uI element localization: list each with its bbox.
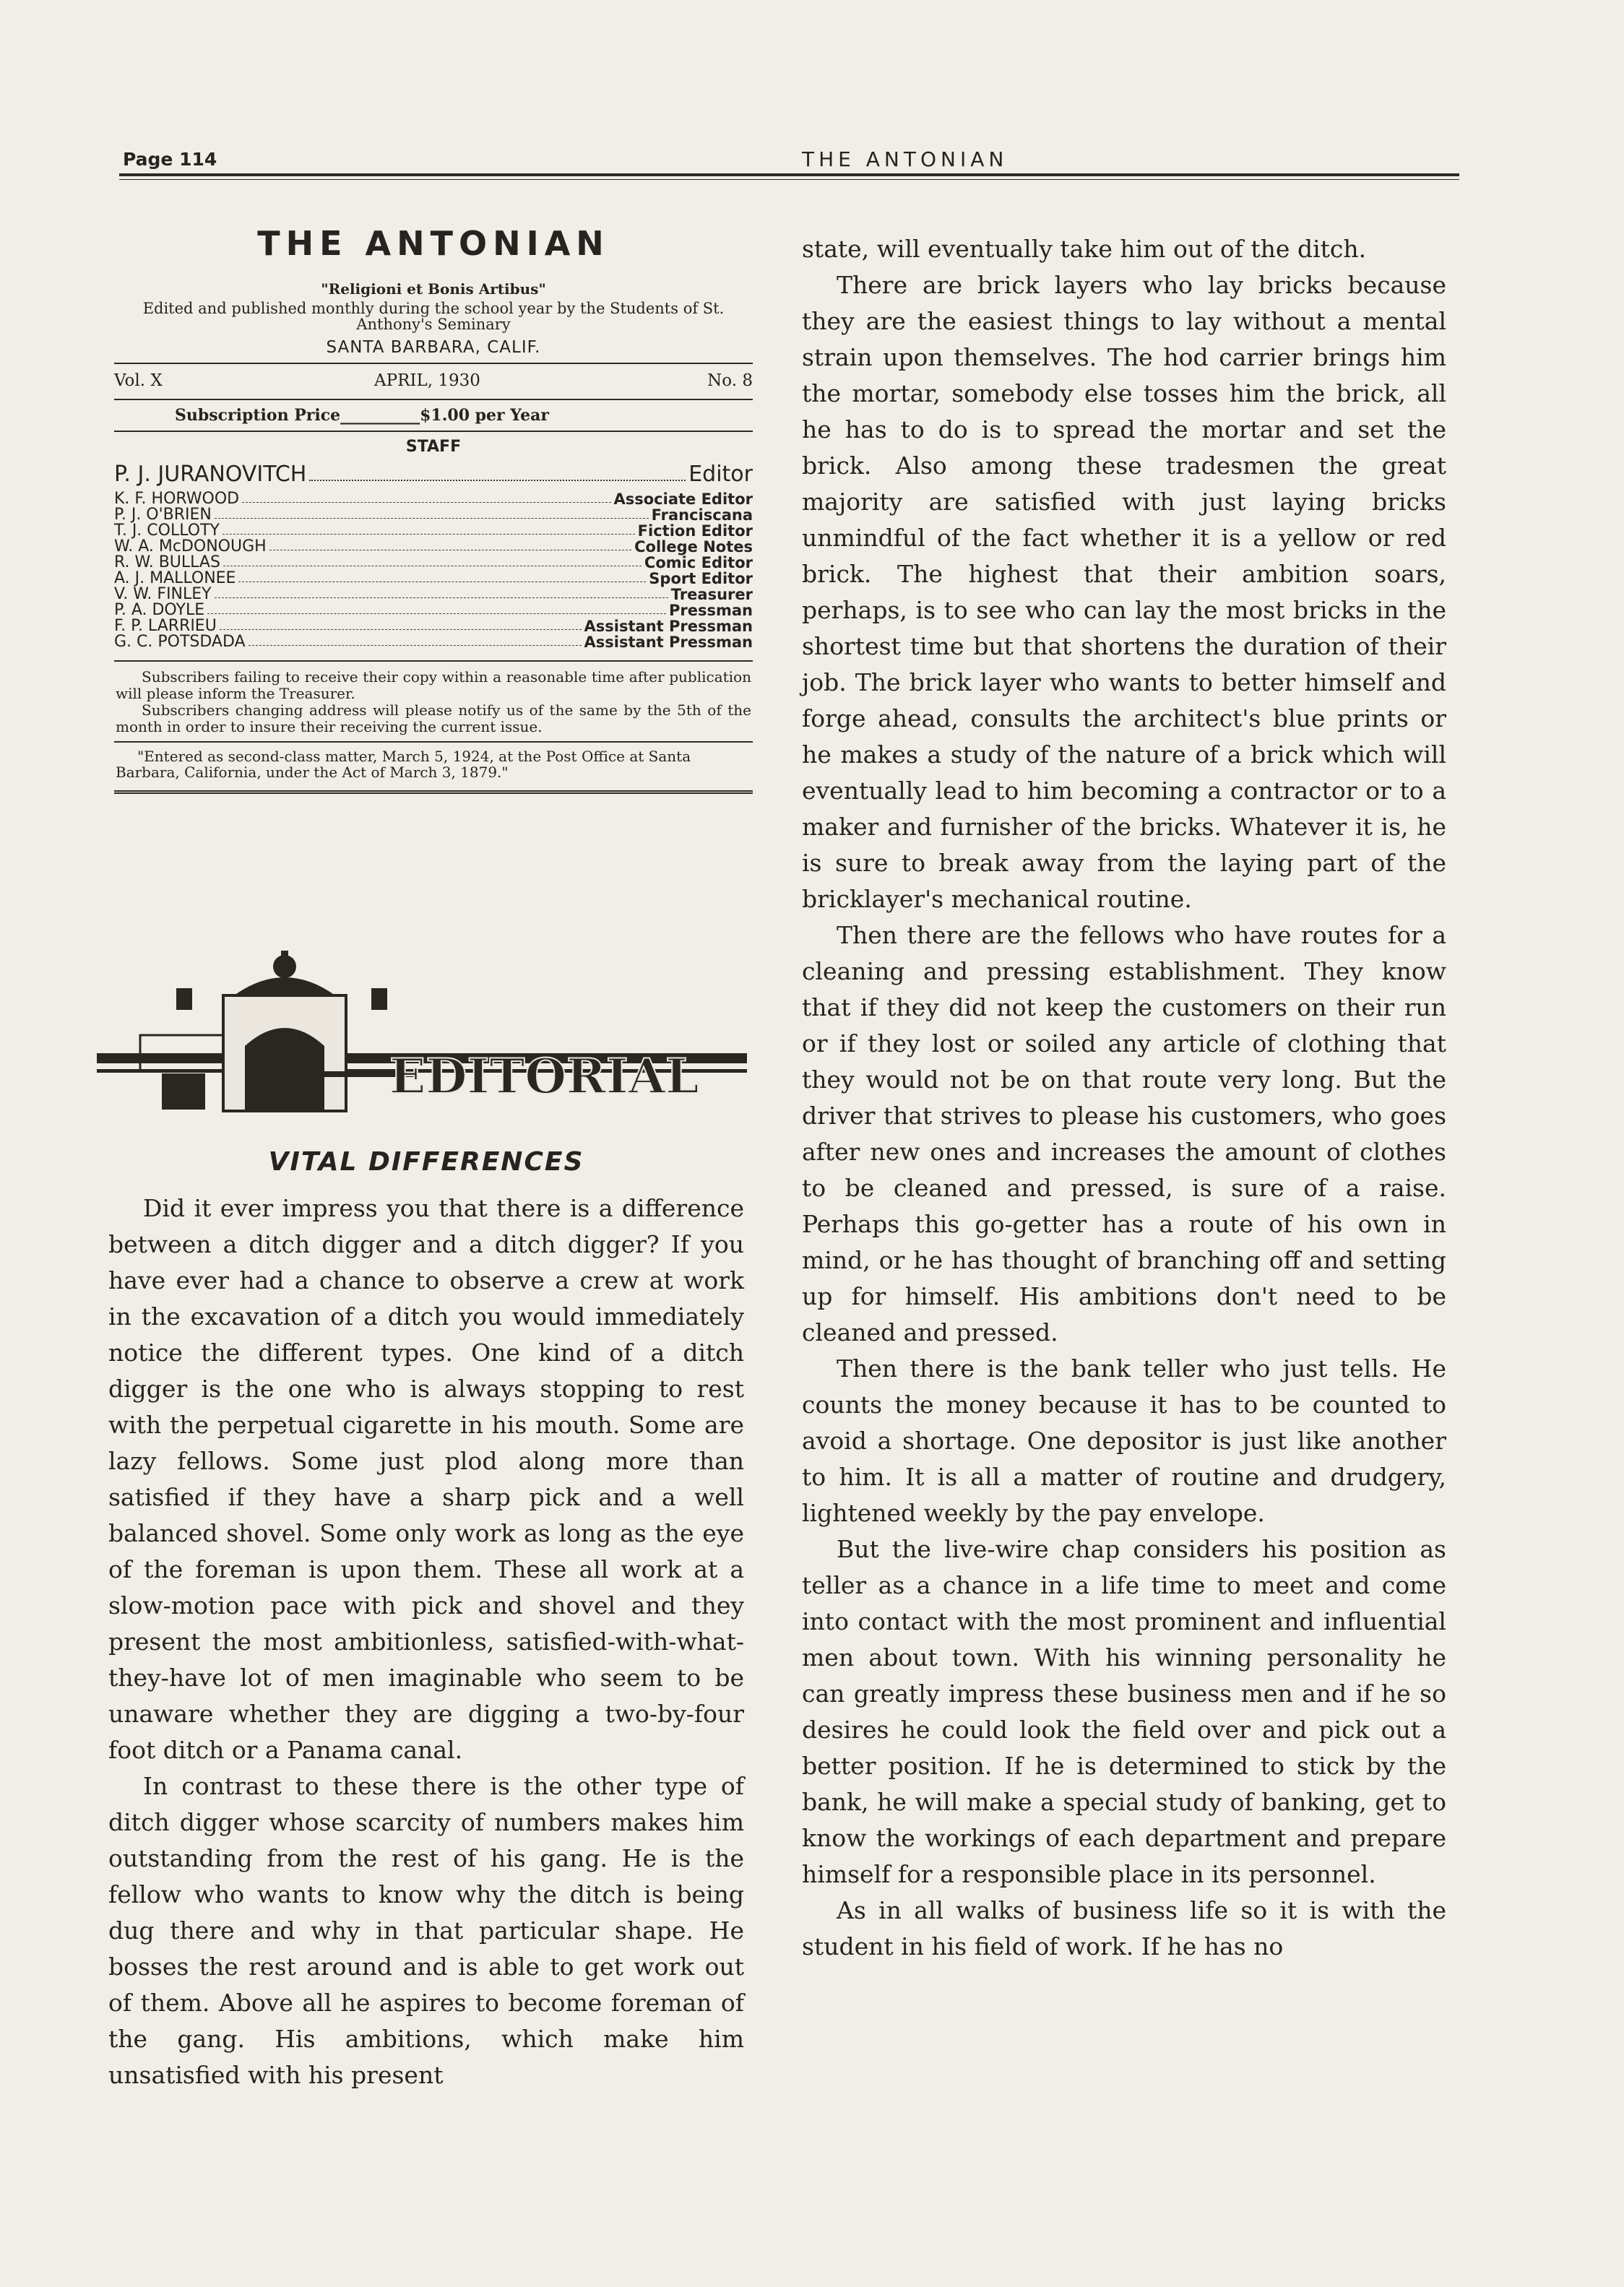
staff-row — [114, 587, 753, 602]
staff-role: Assistant Pressman — [584, 618, 753, 635]
editor-row — [114, 462, 753, 487]
staff-role: Sport Editor — [649, 570, 753, 587]
staff-name: V. W. FINLEY — [114, 585, 212, 603]
subscription-price: $1.00 per Year — [420, 406, 549, 425]
article-column-right — [802, 231, 1446, 1965]
masthead-city: SANTA BARBARA, CALIF. — [326, 338, 541, 357]
masthead — [108, 217, 759, 800]
editorial-logo — [97, 945, 747, 1125]
volume: Vol. X — [114, 371, 163, 390]
staff-role: Treasurer — [670, 586, 753, 603]
article-paragraph: state, will eventually take him out of the ditch. — [802, 235, 1367, 263]
divider — [114, 741, 753, 743]
staff-row — [114, 539, 753, 555]
staff-name: G. C. POTSDADA — [114, 633, 246, 651]
article-paragraph: In contrast to these there is the other type of ditch digger whose scarcity of numbers makes him outstanding from the rest of his gang. He is the fellow who wants to know why the ditch is being dug there and why in that particular shape. He bosses the rest around and is able to get work out of them. Above all he aspires to become foreman of the gang. His ambitions, which make him unsatisfied with his present — [108, 1772, 744, 2089]
article-paragraph: But the live-wire chap considers his position as teller as a chance in a life time to meet and come into contact with the most prominent and influential men about town. With his winning personality he can greatly impress these business men and if he so desires he could look the field over and pick out a better position. If he is determined to stick by the bank, he will make a special study of banking, get to know the workings of each department and prepare himself for a responsible place in its personnel. — [802, 1535, 1446, 1888]
staff-role: Pressman — [669, 602, 753, 619]
divider — [114, 399, 753, 400]
staff-row — [114, 602, 753, 618]
staff-name: W. A. McDONOUGH — [114, 537, 267, 555]
editor-name: P. J. JURANOVITCH — [114, 462, 307, 487]
subscription-row: Subscription Price__________$1.00 per Year — [175, 406, 549, 425]
page-number: Page 114 — [123, 149, 217, 170]
header-rule — [119, 173, 1459, 176]
article-paragraph: Then there are the fellows who have routes for a cleaning and pressing establishment. They know that if they did not keep the customers on their run or if they lost or soiled any article of clothing that they would not be on that route very long. But the driver that strives to please his customers, who goes after new ones and increases the amount of clothes to be cleaned and pressed, is sure of a raise. Perhaps this go-getter has a route of his own in mind, or he has thought of branching off and setting up for himself. His ambitions don't need to be cleaned and pressed. — [802, 921, 1446, 1346]
article-paragraph: There are brick layers who lay bricks because they are the easiest things to lay without a mental strain upon themselves. The hod carrier brings him the mortar, somebody else tosses him the brick, all he has to do is to spread the mortar and set the brick. Also among these tradesmen the great majority are satisfied with just laying bricks unmindful of the fact whether it is a yellow or red brick. The highest that their ambition soars, perhaps, is to see who can lay the most bricks in the shortest time but that shortens the duration of their job. The brick layer who wants to better himself and forge ahead, consults the architect's blue prints or he makes a study of the nature of a brick which will eventually lead to him becoming a contractor or to a maker and furnisher of the bricks. Whatever it is, he is sure to break away from the laying part of the bricklayer's mechanical routine. — [802, 271, 1446, 913]
article-paragraph: As in all walks of business life so it is with the student in his field of work. If he has no — [802, 1896, 1446, 1960]
subscription-label: Subscription Price — [175, 406, 341, 425]
staff-row — [114, 571, 753, 587]
divider-double — [114, 790, 753, 794]
running-title: THE ANTONIAN — [802, 147, 1008, 171]
entered-notice: "Entered as second-class matter, March 5, 1924, at the Post Office at Santa Barbara, California, under the Act of March 3, 1879." — [116, 748, 691, 781]
staff-list — [108, 491, 759, 650]
editorial-word: EDITORIAL — [389, 1048, 699, 1104]
notice-paragraph: Subscribers changing address will please notify us of the same by the 5th of the month in order to insure their receiving the current issue. — [116, 701, 751, 735]
article-paragraph: Did it ever impress you that there is a difference between a ditch digger and a ditch digger? If you have ever had a chance to observe a crew at work in the excavation of a ditch you would immediately notice the different types. One kind of a ditch digger is the one who is always stopping to rest with the perpetual cigarette in his mouth. Some are lazy fellows. Some just plod along more than satisfied if they have a sharp pick and a well balanced shovel. Some only work as long as the eye of the foreman is upon them. These all work at a slow-motion pace with pick and shovel and they present the most ambitionless, satisfied-with-what-they-have lot of men imaginable who seem to be unaware whether they are digging a two-by-four foot ditch or a Panama canal. — [108, 1194, 744, 1764]
staff-role: Fiction Editor — [637, 522, 753, 540]
staff-name: T. J. COLLOTY — [114, 522, 220, 540]
staff-name: K. F. HORWOOD — [114, 490, 240, 508]
staff-role: Franciscana — [651, 506, 753, 524]
divider — [114, 431, 753, 432]
masthead-title: THE ANTONIAN — [257, 224, 610, 263]
staff-name: F. P. LARRIEU — [114, 617, 217, 635]
staff-role: College Notes — [634, 538, 753, 555]
staff-role: Associate Editor — [613, 490, 753, 508]
publication-note: Edited and published monthly during the school year by the Students of St. Anthony's Seminary — [142, 300, 725, 333]
staff-row — [114, 555, 753, 571]
editor-role: Editor — [688, 462, 753, 487]
header-rule-thin — [119, 179, 1459, 180]
staff-role: Comic Editor — [644, 554, 753, 571]
staff-row — [114, 634, 753, 650]
notice-paragraph: Subscribers failing to receive their copy within a reasonable time after publication will please inform the Treasurer. — [116, 668, 751, 702]
issue-date: APRIL, 1930 — [374, 371, 480, 390]
volume-row — [114, 370, 753, 393]
article-paragraph: Then there is the bank teller who just tells. He counts the money because it has to be counted to avoid a shortage. One depositor is just like another to him. It is all a matter of routine and drudgery, lightened weekly by the pay envelope. — [802, 1354, 1446, 1527]
staff-row — [114, 507, 753, 523]
staff-name: P. A. DOYLE — [114, 601, 205, 619]
article-title: VITAL DIFFERENCES — [268, 1147, 584, 1177]
divider — [114, 363, 753, 364]
staff-row — [114, 523, 753, 539]
staff-role: Assistant Pressman — [584, 634, 753, 651]
staff-name: P. J. O'BRIEN — [114, 506, 212, 524]
staff-name: A. J. MALLONEE — [114, 569, 236, 587]
issue-number: No. 8 — [707, 371, 753, 390]
staff-name: R. W. BULLAS — [114, 553, 220, 571]
masthead-motto: "Religioni et Bonis Artibus" — [321, 280, 546, 298]
staff-heading: STAFF — [405, 438, 462, 456]
staff-row — [114, 618, 753, 634]
divider — [114, 660, 753, 662]
staff-row — [114, 491, 753, 507]
article-column-left — [108, 1190, 744, 2093]
subscriber-notice — [116, 669, 751, 735]
